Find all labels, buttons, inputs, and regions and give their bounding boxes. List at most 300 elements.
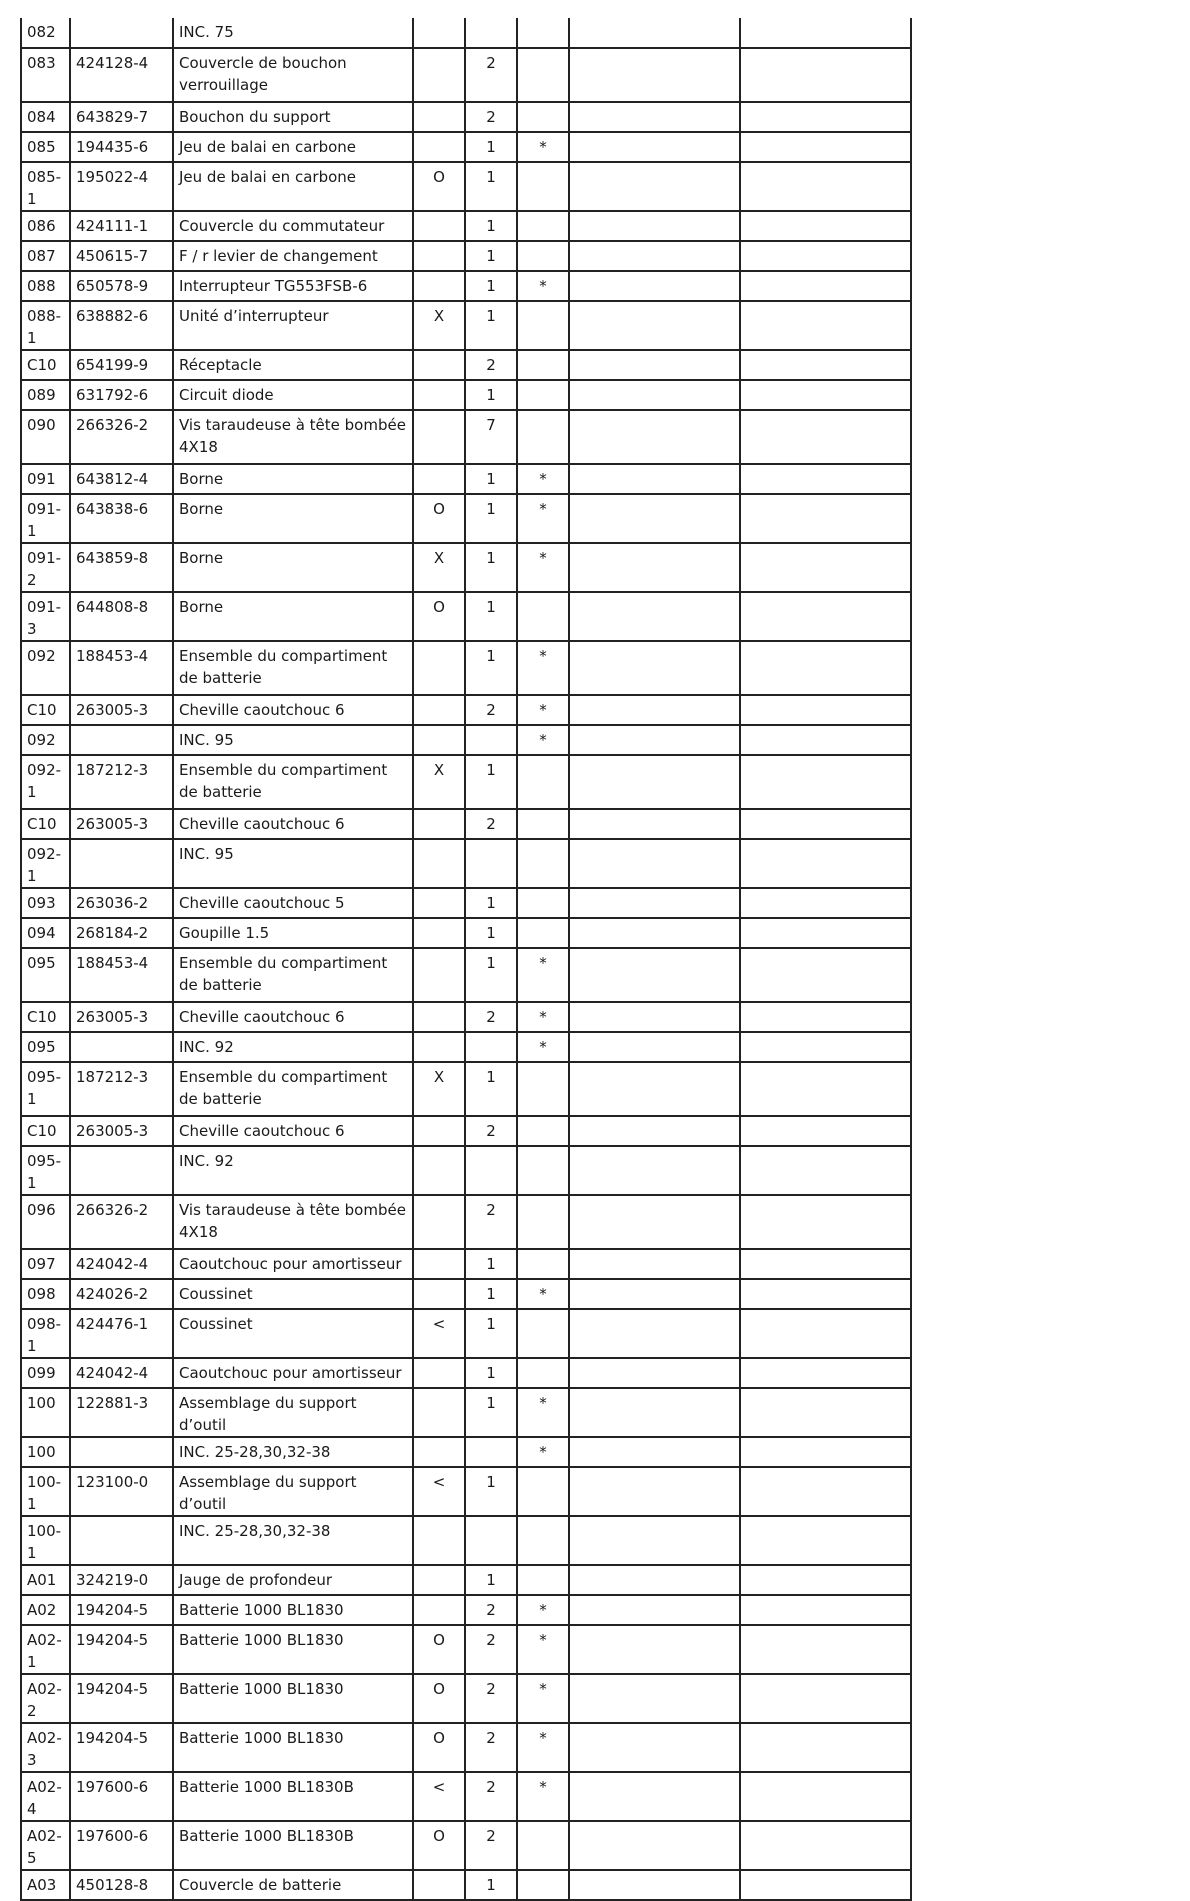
extra-cell-2 [740,1625,911,1674]
table-row [21,102,911,132]
parts-table [20,18,912,1901]
quantity-cell: 2 [465,1595,517,1625]
table-row [21,18,911,48]
extra-cell-1 [569,1388,740,1437]
item-number-cell: 091-1 [21,494,70,543]
quantity-cell: 2 [465,1195,517,1249]
extra-cell-2 [740,1674,911,1723]
extra-cell-2 [740,1516,911,1565]
symbol-cell [413,410,465,464]
note-mark-cell [517,809,569,839]
extra-cell-1 [569,1032,740,1062]
quantity-cell: 1 [465,132,517,162]
note-mark-cell: * [517,948,569,1002]
note-mark-cell: * [517,725,569,755]
item-number-cell: 092-1 [21,755,70,809]
part-number-cell: 197600-6 [70,1772,173,1821]
extra-cell-2 [740,48,911,102]
quantity-cell [465,1437,517,1467]
note-mark-cell: * [517,1674,569,1723]
extra-cell-2 [740,641,911,695]
note-mark-cell [517,1516,569,1565]
part-number-cell: 643812-4 [70,464,173,494]
extra-cell-1 [569,350,740,380]
table-row [21,162,911,211]
table-row [21,1870,911,1900]
item-number-cell: 084 [21,102,70,132]
extra-cell-1 [569,211,740,241]
note-mark-cell [517,1249,569,1279]
table-row [21,301,911,350]
extra-cell-2 [740,271,911,301]
extra-cell-2 [740,1358,911,1388]
description-cell: Caoutchouc pour amortisseur [173,1249,413,1279]
description-cell: Batterie 1000 BL1830B [173,1772,413,1821]
symbol-cell [413,102,465,132]
table-row [21,241,911,271]
note-mark-cell [517,350,569,380]
table-row [21,1516,911,1565]
note-mark-cell: * [517,1279,569,1309]
note-mark-cell: * [517,464,569,494]
table-row [21,132,911,162]
description-cell: INC. 92 [173,1032,413,1062]
item-number-cell: 099 [21,1358,70,1388]
symbol-cell: O [413,1723,465,1772]
item-number-cell: 095-1 [21,1146,70,1195]
extra-cell-1 [569,1772,740,1821]
description-cell: Vis taraudeuse à tête bombée 4X18 [173,1195,413,1249]
part-number-cell: 263005-3 [70,695,173,725]
note-mark-cell [517,18,569,48]
part-number-cell [70,18,173,48]
extra-cell-1 [569,918,740,948]
extra-cell-2 [740,755,911,809]
quantity-cell: 1 [465,1467,517,1516]
part-number-cell: 194204-5 [70,1674,173,1723]
part-number-cell: 643859-8 [70,543,173,592]
quantity-cell: 1 [465,211,517,241]
extra-cell-1 [569,1358,740,1388]
symbol-cell [413,18,465,48]
table-row [21,1195,911,1249]
item-number-cell: 091 [21,464,70,494]
item-number-cell: 082 [21,18,70,48]
note-mark-cell [517,410,569,464]
description-cell: Jeu de balai en carbone [173,132,413,162]
description-cell: Cheville caoutchouc 6 [173,695,413,725]
item-number-cell: 100-1 [21,1467,70,1516]
part-number-cell: 638882-6 [70,301,173,350]
symbol-cell: X [413,543,465,592]
item-number-cell: 088-1 [21,301,70,350]
description-cell: INC. 75 [173,18,413,48]
extra-cell-1 [569,725,740,755]
extra-cell-2 [740,1821,911,1870]
symbol-cell: O [413,1821,465,1870]
extra-cell-1 [569,888,740,918]
symbol-cell: X [413,755,465,809]
quantity-cell [465,839,517,888]
part-number-cell [70,725,173,755]
table-row [21,1437,911,1467]
extra-cell-2 [740,1195,911,1249]
item-number-cell: 100 [21,1388,70,1437]
part-number-cell: 188453-4 [70,948,173,1002]
quantity-cell: 1 [465,301,517,350]
item-number-cell: 095-1 [21,1062,70,1116]
item-number-cell: C10 [21,1002,70,1032]
note-mark-cell: * [517,494,569,543]
description-cell: Jeu de balai en carbone [173,162,413,211]
quantity-cell: 2 [465,1116,517,1146]
note-mark-cell [517,1116,569,1146]
item-number-cell: 096 [21,1195,70,1249]
quantity-cell: 2 [465,1674,517,1723]
description-cell: Batterie 1000 BL1830 [173,1595,413,1625]
extra-cell-2 [740,1146,911,1195]
note-mark-cell [517,1870,569,1900]
part-number-cell: 187212-3 [70,755,173,809]
note-mark-cell [517,918,569,948]
quantity-cell: 1 [465,543,517,592]
quantity-cell: 2 [465,1625,517,1674]
table-row [21,1249,911,1279]
note-mark-cell [517,241,569,271]
table-row [21,464,911,494]
description-cell: Batterie 1000 BL1830 [173,1674,413,1723]
symbol-cell [413,271,465,301]
extra-cell-2 [740,301,911,350]
item-number-cell: A02-4 [21,1772,70,1821]
description-cell: F / r levier de changement [173,241,413,271]
table-row [21,1309,911,1358]
part-number-cell: 197600-6 [70,1821,173,1870]
table-row [21,1146,911,1195]
item-number-cell: C10 [21,350,70,380]
quantity-cell [465,1032,517,1062]
extra-cell-2 [740,1437,911,1467]
table-row [21,1565,911,1595]
item-number-cell: 092 [21,641,70,695]
description-cell: INC. 92 [173,1146,413,1195]
extra-cell-2 [740,350,911,380]
table-row [21,641,911,695]
description-cell: INC. 95 [173,725,413,755]
quantity-cell: 1 [465,1279,517,1309]
part-number-cell [70,1146,173,1195]
symbol-cell [413,1388,465,1437]
extra-cell-2 [740,1565,911,1595]
symbol-cell: X [413,301,465,350]
quantity-cell: 2 [465,1002,517,1032]
description-cell: Assemblage du support d’outil [173,1467,413,1516]
note-mark-cell [517,48,569,102]
description-cell: Couvercle de bouchon verrouillage [173,48,413,102]
note-mark-cell: * [517,132,569,162]
note-mark-cell [517,839,569,888]
item-number-cell: A01 [21,1565,70,1595]
part-number-cell [70,1516,173,1565]
note-mark-cell: * [517,695,569,725]
item-number-cell: 095 [21,1032,70,1062]
table-row [21,918,911,948]
symbol-cell [413,1279,465,1309]
quantity-cell [465,1146,517,1195]
part-number-cell [70,1437,173,1467]
extra-cell-2 [740,464,911,494]
table-row [21,1772,911,1821]
table-row [21,1002,911,1032]
symbol-cell [413,1146,465,1195]
table-row [21,1279,911,1309]
extra-cell-1 [569,755,740,809]
extra-cell-2 [740,211,911,241]
extra-cell-1 [569,592,740,641]
description-cell: Circuit diode [173,380,413,410]
extra-cell-2 [740,1249,911,1279]
description-cell: INC. 25-28,30,32-38 [173,1516,413,1565]
note-mark-cell: * [517,543,569,592]
table-row [21,755,911,809]
item-number-cell: 097 [21,1249,70,1279]
note-mark-cell [517,888,569,918]
item-number-cell: 087 [21,241,70,271]
symbol-cell [413,1249,465,1279]
symbol-cell [413,1032,465,1062]
note-mark-cell [517,1565,569,1595]
extra-cell-2 [740,162,911,211]
quantity-cell: 2 [465,48,517,102]
extra-cell-1 [569,1625,740,1674]
extra-cell-2 [740,132,911,162]
part-number-cell: 650578-9 [70,271,173,301]
description-cell: Batterie 1000 BL1830 [173,1625,413,1674]
symbol-cell: O [413,494,465,543]
extra-cell-2 [740,948,911,1002]
note-mark-cell [517,1062,569,1116]
item-number-cell: A02-2 [21,1674,70,1723]
description-cell: Couvercle du commutateur [173,211,413,241]
symbol-cell: < [413,1772,465,1821]
extra-cell-1 [569,1279,740,1309]
part-number-cell: 424111-1 [70,211,173,241]
description-cell: Batterie 1000 BL1830 [173,1723,413,1772]
extra-cell-1 [569,18,740,48]
symbol-cell [413,1565,465,1595]
extra-cell-2 [740,725,911,755]
symbol-cell [413,1595,465,1625]
extra-cell-1 [569,464,740,494]
symbol-cell [413,948,465,1002]
quantity-cell: 7 [465,410,517,464]
item-number-cell: A02-1 [21,1625,70,1674]
part-number-cell: 122881-3 [70,1388,173,1437]
item-number-cell: 098-1 [21,1309,70,1358]
item-number-cell: 100-1 [21,1516,70,1565]
description-cell: Caoutchouc pour amortisseur [173,1358,413,1388]
extra-cell-2 [740,241,911,271]
item-number-cell: 092-1 [21,839,70,888]
part-number-cell: 195022-4 [70,162,173,211]
extra-cell-2 [740,1723,911,1772]
extra-cell-1 [569,162,740,211]
description-cell: Vis taraudeuse à tête bombée 4X18 [173,410,413,464]
note-mark-cell: * [517,1032,569,1062]
part-number-cell: 424042-4 [70,1358,173,1388]
extra-cell-2 [740,1388,911,1437]
note-mark-cell: * [517,1595,569,1625]
table-row [21,888,911,918]
description-cell: Ensemble du compartiment de batterie [173,755,413,809]
extra-cell-1 [569,102,740,132]
description-cell: Cheville caoutchouc 6 [173,1002,413,1032]
table-row [21,1674,911,1723]
extra-cell-2 [740,1467,911,1516]
part-number-cell: 263005-3 [70,1116,173,1146]
description-cell: Cheville caoutchouc 6 [173,809,413,839]
part-number-cell: 424128-4 [70,48,173,102]
extra-cell-2 [740,1002,911,1032]
part-number-cell: 643838-6 [70,494,173,543]
extra-cell-1 [569,241,740,271]
note-mark-cell: * [517,1625,569,1674]
item-number-cell: C10 [21,809,70,839]
symbol-cell [413,241,465,271]
item-number-cell: A02 [21,1595,70,1625]
symbol-cell [413,809,465,839]
note-mark-cell [517,1195,569,1249]
description-cell: Goupille 1.5 [173,918,413,948]
quantity-cell: 1 [465,162,517,211]
extra-cell-2 [740,102,911,132]
note-mark-cell [517,1358,569,1388]
description-cell: Batterie 1000 BL1830B [173,1821,413,1870]
quantity-cell: 2 [465,1723,517,1772]
symbol-cell: O [413,1674,465,1723]
part-number-cell [70,1032,173,1062]
table-row [21,809,911,839]
symbol-cell [413,132,465,162]
item-number-cell: 091-3 [21,592,70,641]
part-number-cell: 263005-3 [70,809,173,839]
item-number-cell: 094 [21,918,70,948]
quantity-cell: 1 [465,948,517,1002]
quantity-cell: 1 [465,755,517,809]
extra-cell-1 [569,132,740,162]
table-row [21,1062,911,1116]
table-row [21,1388,911,1437]
part-number-cell: 424042-4 [70,1249,173,1279]
extra-cell-1 [569,543,740,592]
extra-cell-1 [569,1870,740,1900]
symbol-cell [413,1516,465,1565]
part-number-cell: 194204-5 [70,1723,173,1772]
note-mark-cell: * [517,641,569,695]
table-row [21,350,911,380]
symbol-cell [413,48,465,102]
item-number-cell: 091-2 [21,543,70,592]
note-mark-cell: * [517,1437,569,1467]
quantity-cell: 1 [465,1388,517,1437]
quantity-cell: 2 [465,350,517,380]
description-cell: Borne [173,592,413,641]
description-cell: Couvercle de batterie [173,1870,413,1900]
note-mark-cell [517,755,569,809]
extra-cell-1 [569,641,740,695]
table-row [21,380,911,410]
symbol-cell [413,380,465,410]
extra-cell-1 [569,695,740,725]
symbol-cell [413,350,465,380]
quantity-cell: 2 [465,102,517,132]
table-row [21,1467,911,1516]
part-number-cell: 194435-6 [70,132,173,162]
symbol-cell: < [413,1309,465,1358]
note-mark-cell [517,1467,569,1516]
table-row [21,948,911,1002]
quantity-cell: 2 [465,695,517,725]
quantity-cell: 1 [465,1870,517,1900]
item-number-cell: 089 [21,380,70,410]
description-cell: Réceptacle [173,350,413,380]
item-number-cell: 085-1 [21,162,70,211]
extra-cell-1 [569,809,740,839]
extra-cell-1 [569,1002,740,1032]
extra-cell-1 [569,948,740,1002]
extra-cell-2 [740,809,911,839]
extra-cell-1 [569,1565,740,1595]
part-number-cell: 188453-4 [70,641,173,695]
description-cell: Cheville caoutchouc 5 [173,888,413,918]
description-cell: Borne [173,464,413,494]
note-mark-cell [517,162,569,211]
table-row [21,1032,911,1062]
quantity-cell: 2 [465,1772,517,1821]
symbol-cell: < [413,1467,465,1516]
part-number-cell [70,839,173,888]
extra-cell-2 [740,918,911,948]
extra-cell-1 [569,410,740,464]
quantity-cell: 1 [465,1062,517,1116]
table-row [21,1358,911,1388]
quantity-cell: 1 [465,271,517,301]
part-number-cell: 187212-3 [70,1062,173,1116]
quantity-cell: 1 [465,641,517,695]
part-number-cell: 263036-2 [70,888,173,918]
part-number-cell: 631792-6 [70,380,173,410]
extra-cell-2 [740,494,911,543]
part-number-cell: 643829-7 [70,102,173,132]
table-row [21,1595,911,1625]
description-cell: Cheville caoutchouc 6 [173,1116,413,1146]
symbol-cell [413,641,465,695]
symbol-cell: O [413,1625,465,1674]
item-number-cell: 088 [21,271,70,301]
part-number-cell: 450615-7 [70,241,173,271]
extra-cell-2 [740,1032,911,1062]
symbol-cell: O [413,162,465,211]
extra-cell-1 [569,380,740,410]
extra-cell-1 [569,1516,740,1565]
quantity-cell: 1 [465,380,517,410]
description-cell: Borne [173,543,413,592]
part-number-cell: 263005-3 [70,1002,173,1032]
extra-cell-2 [740,888,911,918]
item-number-cell: 090 [21,410,70,464]
extra-cell-1 [569,1249,740,1279]
extra-cell-1 [569,839,740,888]
